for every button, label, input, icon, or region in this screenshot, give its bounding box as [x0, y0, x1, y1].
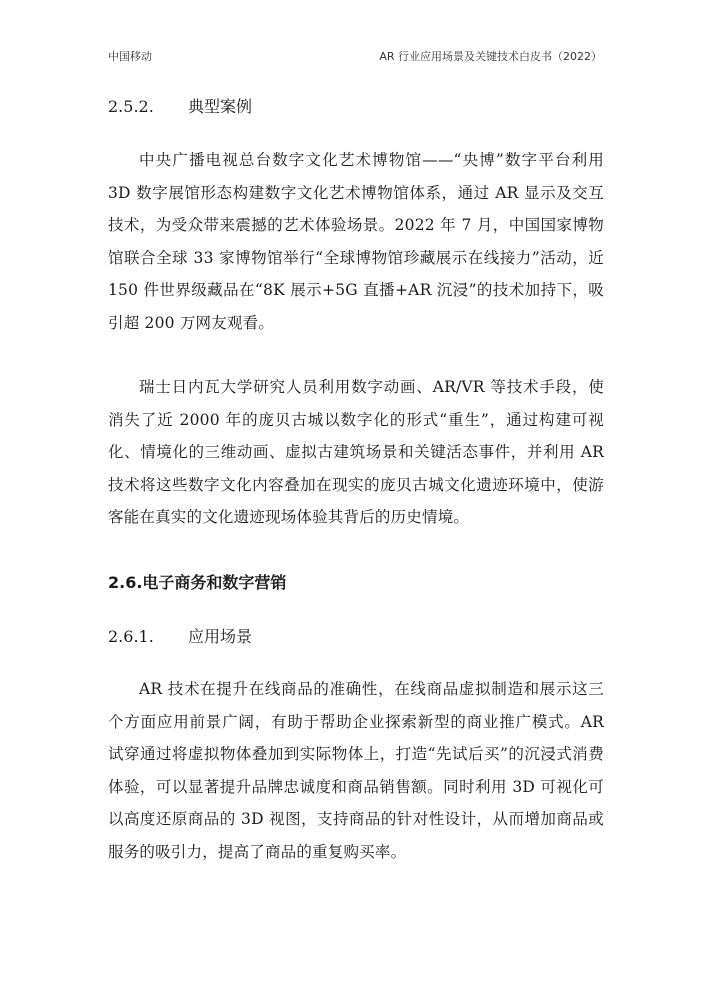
- header-document-title: AR 行业应用场景及关键技术白皮书（2022）: [379, 50, 602, 63]
- heading-number: 2.6.: [108, 573, 143, 592]
- heading-number: 2.5.2.: [108, 97, 154, 116]
- page-header: [108, 48, 602, 68]
- heading-title: 典型案例: [188, 97, 253, 116]
- heading-2-6: [108, 570, 286, 593]
- header-company: 中国移动: [108, 50, 152, 63]
- heading-number: 2.6.1.: [108, 627, 154, 646]
- heading-title: 电子商务和数字营销: [142, 573, 287, 592]
- paragraph-ecommerce: AR 技术在提升在线商品的准确性，在线商品虚拟制造和展示这三个方面应用前景广阔，有助于帮助企业探索新型的商业推广模式。AR 试穿通过将虚拟物体叠加到实际物体上，打造“先试后买”的沉浸式消费体验，可以显著提升品牌忠诚度和商品销售额。同时利用 3D 可视化可以高度还原商品的 3D 视图，支持商品的针对性设计，从而增加商品或服务的吸引力，提高了商品的重复购买率。: [108, 680, 604, 861]
- paragraph-pompeii: 瑞士日内瓦大学研究人员利用数字动画、AR/VR 等技术手段，使消失了近 2000 年的庞贝古城以数字化的形式“重生”，通过构建可视化、情境化的三维动画、虚拟古建筑场景和关键活态事件，并利用 AR 技术将这些数字文化内容叠加在现实的庞贝古城文化遗迹环境中，使游客能在真实的文化遗迹现场体验其背后的历史情境。: [108, 378, 604, 526]
- paragraph-cctv-museum: 中央广播电视总台数字文化艺术博物馆——“央博”数字平台利用 3D 数字展馆形态构建数字文化艺术博物馆体系，通过 AR 显示及交互技术，为受众带来震撼的艺术体验场景。2022 年 7 月，中国国家博物馆联合全球 33 家博物馆举行“全球博物馆珍藏展示在线接力”活动，近 150 件世界级藏品在“8K 展示+5G 直播+AR 沉浸”的技术加持下，吸引超 200 万网友观看。: [108, 151, 604, 332]
- heading-2-6-1: [108, 624, 252, 647]
- heading-title: 应用场景: [188, 627, 253, 646]
- header-rule: [108, 72, 602, 73]
- heading-2-5-2: [108, 94, 252, 117]
